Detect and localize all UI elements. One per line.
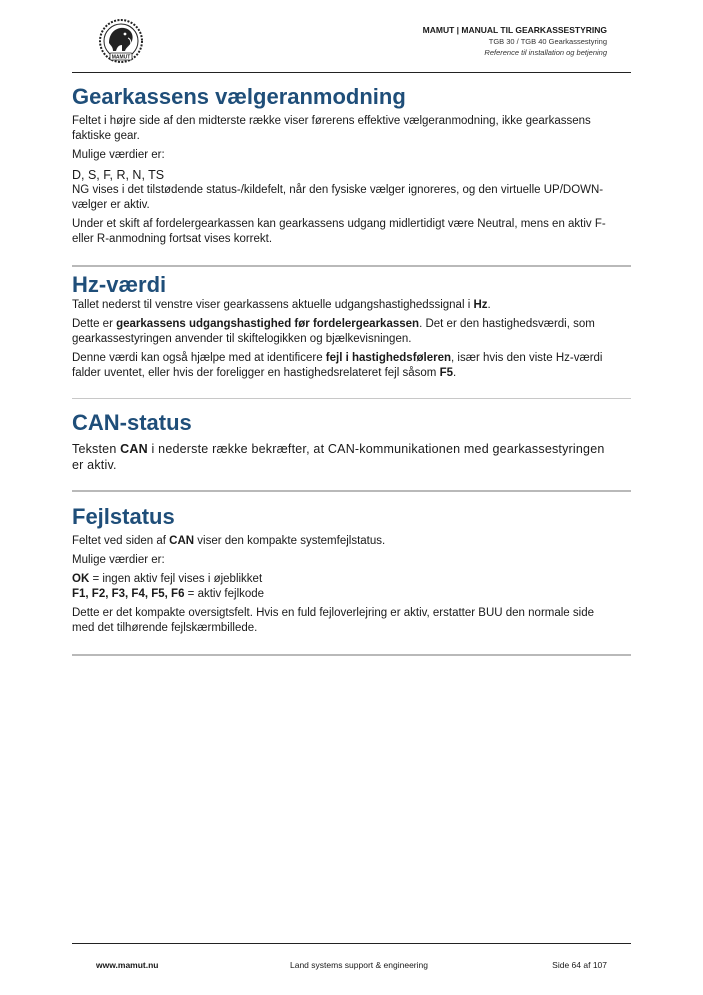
fault-paragraph-1: Feltet ved siden af CAN viser den kompakte systemfejlstatus. bbox=[72, 535, 386, 547]
section-heading-hz: Hz-værdi bbox=[72, 272, 167, 297]
hz-paragraph-1: Tallet nederst til venstre viser gearkassens aktuelle udgangshastighedssignal i Hz. bbox=[72, 299, 491, 311]
mamut-logo bbox=[95, 17, 147, 65]
logo-text: MAMUT bbox=[111, 54, 131, 61]
fault-value-codes: F1, F2, F3, F4, F5, F6 = aktiv fejlkode bbox=[72, 588, 265, 600]
header-subtitle: TGB 30 / TGB 40 Gearkassestyring bbox=[488, 37, 607, 46]
hz-paragraph-2: Dette er gearkassens udgangshastighed før fordelergearkassen. Det er den hastighedsværdi, som gearkassestyringen anvender til skiftelogikken og bjælkevisningen. bbox=[72, 318, 595, 345]
fault-paragraph-2: Mulige værdier er: bbox=[72, 554, 165, 566]
section-divider bbox=[72, 265, 631, 267]
can-paragraph-1: Teksten CAN i nederste række bekræfter, at CAN-kommunikationen med gearkassestyringen er aktiv. bbox=[72, 442, 605, 472]
page-header bbox=[423, 25, 607, 58]
section-divider bbox=[72, 398, 631, 399]
section-heading-gear: Gearkassens vælgeranmodning bbox=[72, 84, 406, 109]
section-divider bbox=[72, 654, 631, 656]
header-rule bbox=[72, 72, 631, 73]
hz-paragraph-3: Denne værdi kan også hjælpe med at identificere fejl i hastighedsføleren, især hvis den viste Hz-værdi falder uventet, eller hvis der foreligger en hastighedsrelateret fejl såsom F5. bbox=[72, 352, 603, 379]
section-heading-can: CAN-status bbox=[72, 410, 192, 435]
fault-paragraph-5: Dette er det kompakte oversigtsfelt. Hvis en fuld fejloverlejring er aktiv, erstatter BUU den normale side med det tilhørende fejlskærmbillede. bbox=[72, 607, 594, 634]
footer-page-number: Side 64 af 107 bbox=[552, 960, 607, 970]
gear-paragraph-5: Under et skift af fordelergearkassen kan gearkassens udgang midlertidigt være Neutral, mens en aktiv F- eller R-anmodning fortsat vises korrekt. bbox=[72, 218, 606, 245]
gear-paragraph-1: Feltet i højre side af den midterste række viser førerens effektive vælgeranmodning, ikke gearkassens faktiske gear. bbox=[72, 115, 591, 142]
footer-tagline: Land systems support & engineering bbox=[290, 960, 428, 970]
section-can bbox=[72, 410, 617, 473]
footer-rule bbox=[72, 943, 631, 944]
section-fault-status bbox=[72, 504, 617, 636]
section-hz bbox=[72, 272, 617, 381]
gear-values: D, S, F, R, N, TS bbox=[72, 168, 165, 182]
header-reference: Reference til installation og betjening bbox=[484, 48, 607, 57]
section-heading-fault: Fejlstatus bbox=[72, 504, 175, 529]
section-divider bbox=[72, 490, 631, 492]
section-gear-request bbox=[72, 84, 617, 247]
gear-paragraph-2: Mulige værdier er: bbox=[72, 149, 165, 161]
footer-website[interactable]: www.mamut.nu bbox=[96, 960, 159, 970]
fault-value-ok: OK = ingen aktiv fejl vises i øjeblikket bbox=[72, 573, 263, 585]
gear-paragraph-4: NG vises i det tilstødende status-/kildefelt, når den fysiske vælger ignoreres, og den virtuelle UP/DOWN-vælger er aktiv. bbox=[72, 184, 604, 211]
header-title: MAMUT | MANUAL TIL GEARKASSESTYRING bbox=[422, 25, 607, 35]
